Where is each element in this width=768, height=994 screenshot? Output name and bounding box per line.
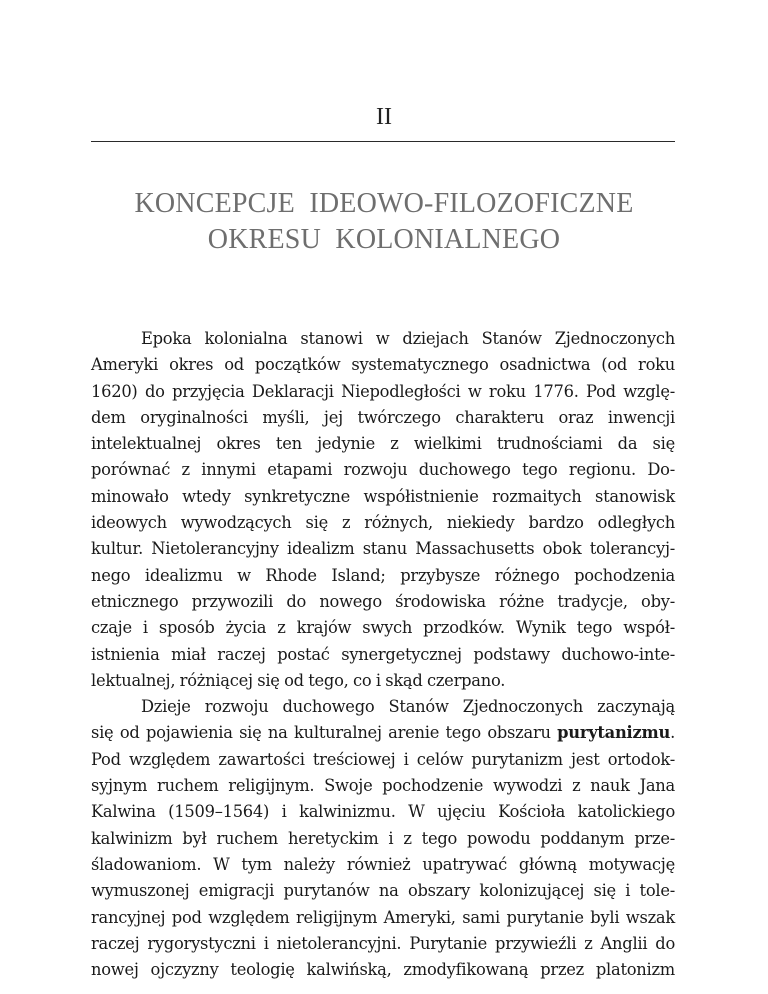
text-line: Epoka kolonialna stanowi w dziejach Stanów Zjednoczonych (141, 329, 675, 348)
text-line: minowało wtedy synkretyczne współistnienie rozmaitych stanowisk (91, 486, 675, 506)
text-line: raczej rygorystyczni i nietolerancyjni. Purytanie przywieźli z Anglii do (91, 933, 675, 953)
text-line: kalwinizm był ruchem heretyckim i z tego powodu poddanym prze- (91, 828, 675, 848)
text-line: nowej ojczyzny teologię kalwińską, zmodyfikowaną przez platonizm (91, 960, 675, 980)
text-fragment: się od pojawienia się na kulturalnej arenie tego obszaru (91, 723, 558, 743)
body-text (91, 326, 675, 983)
text-line: kultur. Nietolerancyjny idealizm stanu Massachusetts obok tolerancyj- (91, 539, 675, 559)
text-line: syjnym ruchem religijnym. Swoje pochodzenie wywodzi z nauk Jana (91, 776, 675, 796)
text-line: dem oryginalności myśli, jej twórczego charakteru oraz inwencji (91, 407, 675, 427)
text-line: porównać z innymi etapami rozwoju duchowego tego regionu. Do- (91, 460, 675, 480)
text-line: lektualnej, różniącej się od tego, co i skąd czerpano. (91, 670, 506, 690)
text-line: istnienia miał raczej postać synergetycznej podstawy duchowo-inte- (91, 644, 675, 664)
text-line: Pod względem zawartości treściowej i celów purytanizm jest ortodok- (91, 749, 675, 769)
text-line: intelektualnej okres ten jedynie z wielkimi trudnościami da się (91, 434, 675, 454)
text-line: czaje i sposób życia z krajów swych przodków. Wynik tego współ- (91, 618, 675, 638)
key-term: purytanizmu (557, 723, 671, 743)
text-line: 1620) do przyjęcia Deklaracji Niepodległości w roku 1776. Pod wzglę- (91, 381, 675, 401)
text-line: wymuszonej emigracji purytanów na obszary kolonizującej się i tole- (91, 881, 675, 901)
text-line-with-term (91, 720, 675, 746)
text-line: Kalwina (1509–1564) i kalwinizmu. W ujęciu Kościoła katolickiego (91, 802, 675, 822)
chapter-title-line-1: KONCEPCJE IDEOWO-FILOZOFICZNE (134, 188, 634, 219)
text-line: Dzieje rozwoju duchowego Stanów Zjednoczonych zaczynają (141, 697, 675, 717)
paragraph-2 (91, 694, 675, 983)
text-line: śladowaniom. W tym należy również upatrywać główną motywację (91, 854, 675, 874)
chapter-title (0, 186, 768, 258)
text-line: rancyjnej pod względem religijnym Ameryki, sami purytanie byli wszak (91, 907, 675, 927)
text-fragment: . (670, 723, 675, 743)
text-line: nego idealizmu w Rhode Island; przybysze różnego pochodzenia (91, 565, 675, 585)
chapter-number: II (376, 104, 392, 130)
text-line: ideowych wywodzących się z różnych, niekiedy bardzo odległych (91, 513, 675, 533)
paragraph-1 (91, 326, 675, 694)
chapter-title-line-2: OKRESU KOLONIALNEGO (207, 224, 561, 255)
text-line: etnicznego przywozili do nowego środowiska różne tradycje, oby- (91, 591, 675, 611)
header-rule (91, 141, 675, 142)
text-line: Ameryki okres od początków systematycznego osadnictwa (od roku (91, 355, 675, 375)
